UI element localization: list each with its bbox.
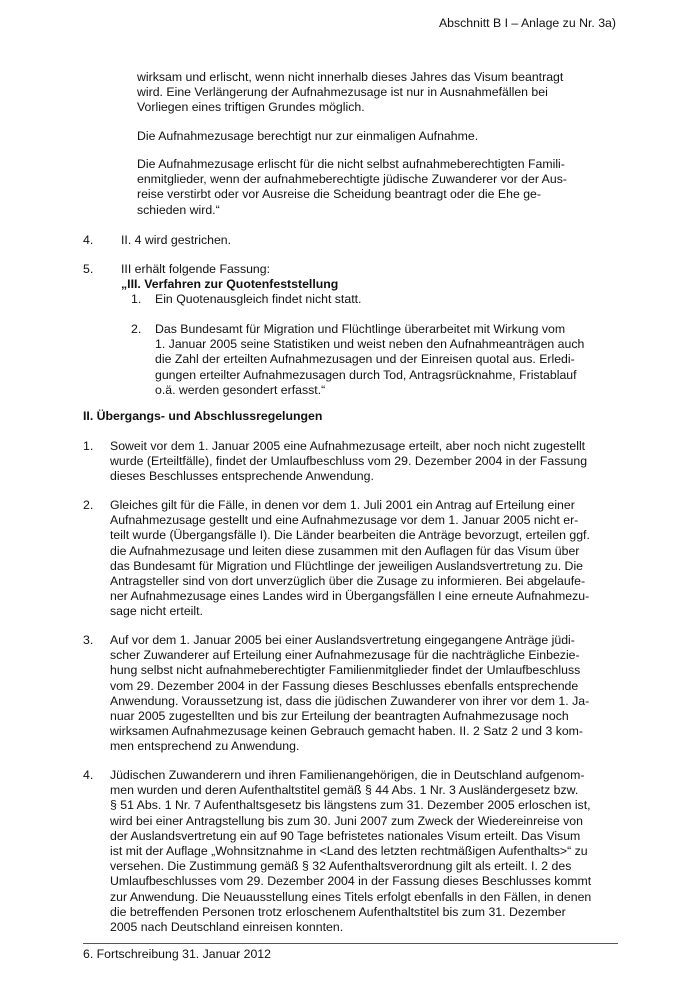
text-line: Aufnahmezusage gestellt und eine Aufnahmezusage vor dem 1. Januar 2005 nicht er-: [110, 513, 579, 528]
text-line: reise verstirbt oder vor Ausreise die Scheidung beantragt oder die Ehe ge-: [137, 187, 541, 202]
text-line: enmitglieder, wenn der aufnahmeberechtigte jüdische Zuwanderer vor der Aus-: [137, 172, 567, 187]
sub-item-1-text: Ein Quotenausgleich findet nicht statt.: [155, 292, 362, 306]
sub-item-2-text: [155, 322, 584, 398]
text-line: Das Bundesamt für Migration und Flüchtlinge überarbeitet mit Wirkung vom: [155, 322, 566, 336]
text-line: teilt wurde (Übergangsfälle I). Die Länder bearbeiten die Anträge bevorzugt, erteilen ggf.: [110, 528, 590, 543]
footer-divider: [83, 943, 618, 944]
text-line: Anwendung. Voraussetzung ist, dass die jüdischen Zuwanderer von ihrer vor dem 1. Ja-: [110, 693, 590, 708]
text-line: die Aufnahmezusage und leiten diese zusammen mit den Auflagen für das Visum über: [110, 543, 580, 558]
text-line: nuar 2005 zugestellten und bis zur Erteilung der beantragten Aufnahmezusage noch: [110, 709, 569, 724]
text-line: Gleiches gilt für die Fälle, in denen vor dem 1. Juli 2001 ein Antrag auf Erteilung einer: [110, 498, 575, 512]
footer-revision: 6. Fortschreibung 31. Januar 2012: [83, 947, 271, 961]
text-line: zur Anwendung. Die Neuausstellung eines Titels erfolgt ebenfalls in den Fällen, in denen: [110, 889, 592, 904]
text-line: men wurden und deren Aufenthaltstitel gemäß § 44 Abs. 1 Nr. 3 Ausländergesetz bzw.: [110, 783, 579, 798]
text-line: Antragsteller sind von dort unverzüglich über die Zusage zu informieren. Bei abgelaufe-: [110, 574, 586, 589]
text-line: gungen erteilter Aufnahmezusagen durch Tod, Antragsrücknahme, Fristablauf: [155, 367, 577, 382]
text-line: dieses Beschlusses entsprechende Anwendung.: [110, 469, 374, 484]
section-2-item-1: [110, 439, 587, 485]
text-line: Die Aufnahmezusage erlischt für die nicht selbst aufnahmeberechtigten Famili-: [137, 157, 565, 171]
section-title: II. Übergangs- und Abschlussregelungen: [83, 409, 323, 423]
item-number: 5.: [83, 262, 94, 276]
continuation-paragraph-1: [137, 70, 563, 116]
text-line: Vorliegen eines triftigen Grundes möglich.: [137, 100, 365, 115]
item-number: 2.: [83, 498, 94, 512]
text-line: ist mit der Auflage „Wohnsitznahme in <Land des letzten rechtmäßigen Aufenthalts>“ zu: [110, 844, 588, 859]
item-number: 4.: [83, 233, 94, 247]
running-header: Abschnitt B I – Anlage zu Nr. 3a): [438, 16, 616, 30]
text-line: Jüdischen Zuwanderern und ihren Familienangehörigen, die in Deutschland aufgenom-: [110, 768, 585, 782]
item-number: 3.: [83, 633, 94, 647]
text-line: wirksam und erlischt, wenn nicht innerhalb dieses Jahres das Visum beantragt: [137, 70, 564, 84]
text-line: Umlaufbeschlusses vom 29. Dezember 2004 in der Fassung dieses Beschlusses kommt: [110, 874, 592, 889]
quota-heading: „III. Verfahren zur Quotenfeststellung: [121, 277, 339, 291]
text-line: ner Aufnahmezusage eines Landes wird in Übergangsfällen I eine erneute Aufnahmezu-: [110, 589, 590, 604]
text-line: das Bundesamt für Migration und Flüchtlinge der jeweiligen Auslandsvertretung zu. Die: [110, 558, 584, 573]
text-line: wurde (Erteiltfälle), findet der Umlaufbeschluss vom 29. Dezember 2004 in der Fassung: [110, 454, 588, 469]
text-line: scher Zuwanderer auf Erteilung einer Aufnahmezusage für die nachträgliche Einbezie-: [110, 648, 580, 663]
section-2-item-4: [110, 768, 591, 935]
text-line: schieden wird.“: [137, 202, 220, 217]
continuation-paragraph-3: [137, 157, 567, 218]
sub-item-number: 2.: [131, 322, 142, 336]
text-line: die Zahl der erteilten Aufnahmezusagen und der Einreisen quotal aus. Erledi-: [155, 352, 575, 367]
text-line: 2005 nach Deutschland einreisen konnten.: [110, 920, 344, 935]
text-line: wird bei einer Antragstellung bis zum 30. Juni 2007 zum Zweck der Wiedereinreise von: [110, 813, 583, 828]
item-4-text: II. 4 wird gestrichen.: [121, 233, 232, 247]
text-line: Die Aufnahmezusage berechtigt nur zur einmaligen Aufnahme.: [137, 129, 479, 143]
text-line: wird. Eine Verlängerung der Aufnahmezusage ist nur in Ausnahmefällen bei: [137, 85, 548, 100]
text-line: § 51 Abs. 1 Nr. 7 Aufenthaltsgesetz bis längstens zum 31. Dezember 2005 erloschen ist,: [110, 798, 591, 813]
text-line: der Auslandsvertretung ein auf 90 Tage befristetes nationales Visum erteilt. Das Visum: [110, 828, 581, 843]
item-number: 4.: [83, 768, 94, 782]
text-line: die betreffenden Personen trotz erloschenem Aufenthaltstitel bis zum 31. Dezember: [110, 904, 566, 919]
text-line: wirksamen Aufnahmezusage keinen Gebrauch gemacht haben. II. 2 Satz 2 und 3 kom-: [110, 724, 584, 739]
text-line: vom 29. Dezember 2004 in der Fassung dieses Beschlusses ebenfalls entsprechende: [110, 678, 579, 693]
item-5-intro: III erhält folgende Fassung:: [121, 262, 271, 276]
section-2-item-2: [110, 498, 590, 620]
sub-item-number: 1.: [131, 292, 142, 306]
item-number: 1.: [83, 439, 94, 453]
continuation-paragraph-2: [137, 129, 478, 144]
text-line: Soweit vor dem 1. Januar 2005 eine Aufnahmezusage erteilt, aber noch nicht zugestellt: [110, 439, 586, 453]
text-line: hung selbst nicht aufnahmeberechtigter Familienmitglieder findet der Umlaufbeschluss: [110, 663, 581, 678]
text-line: men entsprechend zu Anwendung.: [110, 739, 300, 754]
text-line: versehen. Die Zustimmung gemäß § 32 Aufenthaltsverordnung gilt als erteilt. I. 2 des: [110, 859, 572, 874]
text-line: 1. Januar 2005 seine Statistiken und weist neben den Aufnahmeanträgen auch: [155, 337, 585, 352]
text-line: o.ä. werden gesondert erfasst.“: [155, 382, 326, 397]
section-2-item-3: [110, 633, 589, 755]
text-line: sage nicht erteilt.: [110, 604, 203, 619]
text-line: Auf vor dem 1. Januar 2005 bei einer Auslandsvertretung eingegangene Anträge jüdi-: [110, 633, 575, 647]
